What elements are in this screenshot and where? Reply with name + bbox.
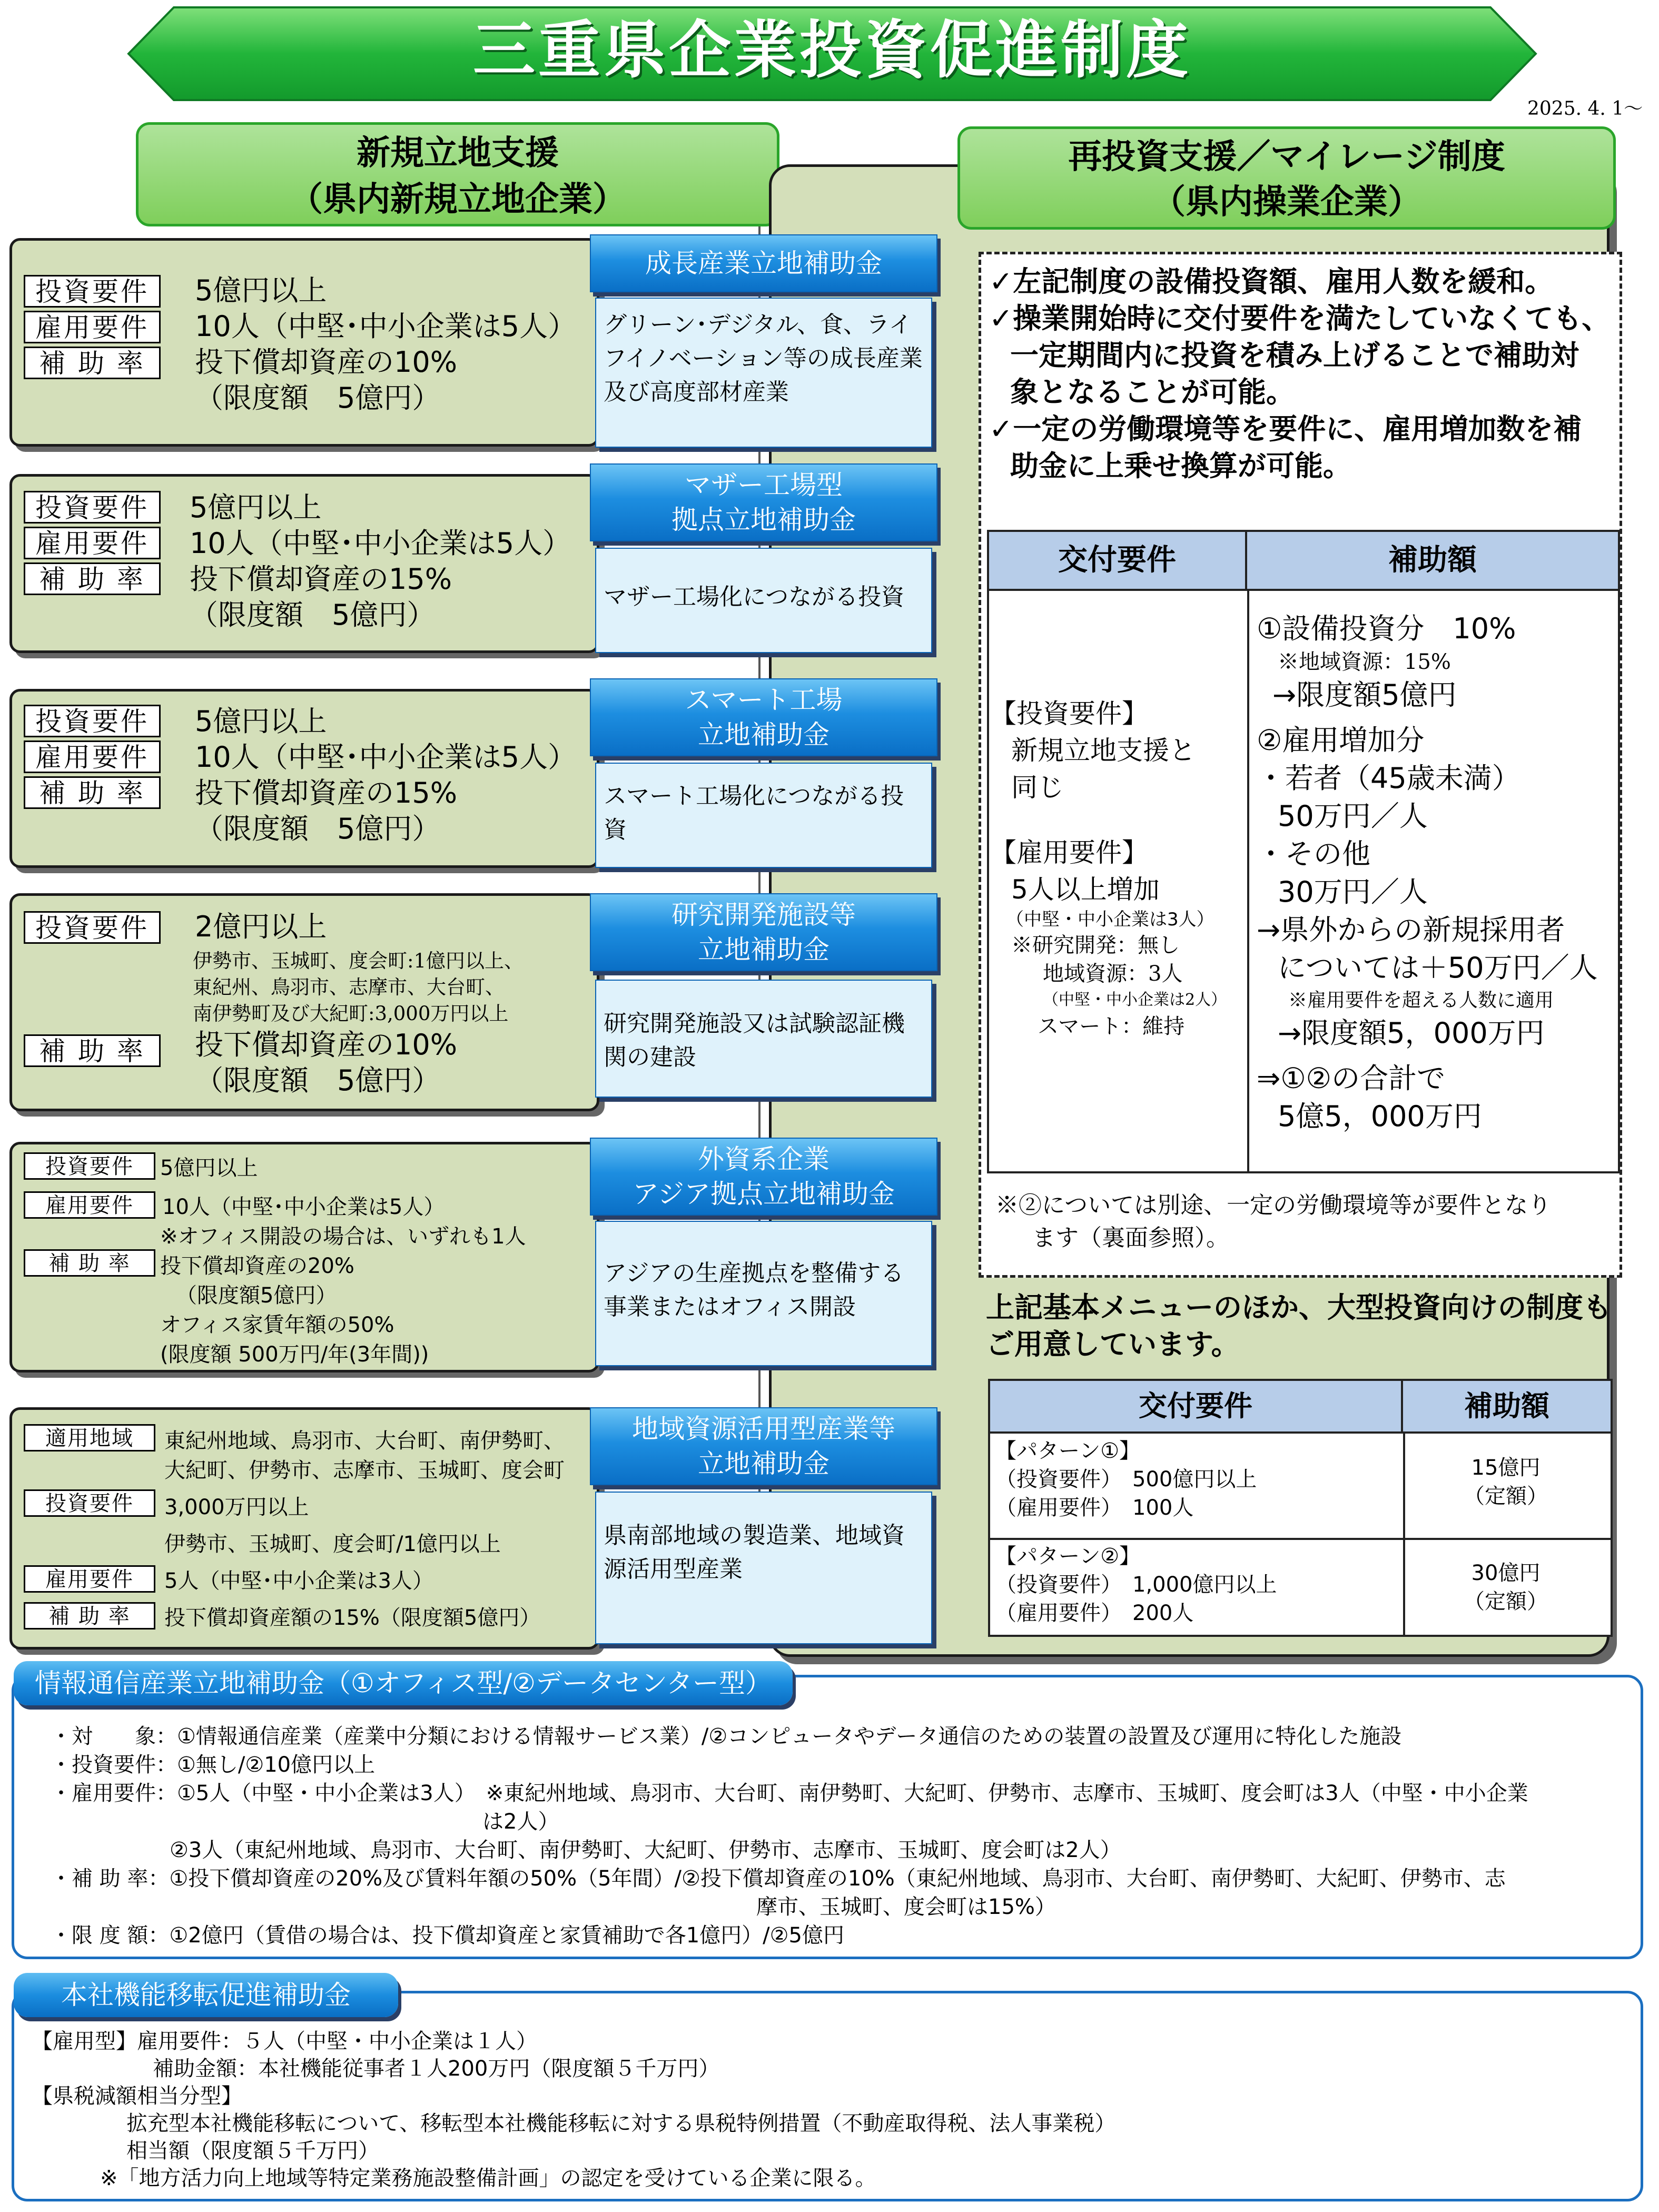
effective-date: 2025. 4. 1～ (1527, 98, 1643, 120)
employ-value: 10人（中堅･中小企業は5人） (195, 740, 577, 774)
label-invest: 投資要件 (24, 1152, 155, 1180)
amt-line: ・若者（45歳未満） (1257, 762, 1520, 795)
ict-line: ・限 度 額：①2億円（賃借の場合は、投下償却資産と家賃補助で各1億円）/②5億円 (51, 1923, 844, 1948)
mileage-req-cell (990, 695, 1243, 1041)
program-desc-text: アジアの生産拠点を整備する事業またはオフィス開設 (604, 1260, 904, 1320)
area-line: 東紀州地域、鳥羽市、大台町、南伊勢町、 (164, 1429, 565, 1453)
program-title-text: 立地補助金 (698, 1448, 829, 1479)
invest-value: 5億円以上 (195, 705, 327, 738)
mileage-footnote (995, 1189, 1617, 1255)
pattern-name: 【パターン①】 (995, 1439, 1141, 1463)
hq-line: 拡充型本社機能移転について、移転型本社機能移転に対する県税特例措置（不動産取得税、法人事業税） (126, 2111, 1116, 2136)
area-line: 大紀町、伊勢市、志摩市、玉城町、度会町 (164, 1458, 565, 1483)
program-desc-text: 研究開発施設又は試験認証機関の建設 (604, 1010, 905, 1071)
pattern-invest: （投資要件） 500億円以上 (995, 1467, 1257, 1492)
program-title-text: 拠点立地補助金 (671, 505, 856, 535)
ict-line: ・雇用要件：①5人（中堅・中小企業は3人） ※東紀州地域、鳥羽市、大台町、南伊勢町、大紀町、伊勢市、志摩市、玉城町、度会町は3人（中堅・中小企業 (51, 1781, 1528, 1805)
amt-line: 50万円／人 (1278, 799, 1428, 833)
footnote-line: ます（裏面参照）。 (1032, 1224, 1229, 1251)
amt-line: →県外からの新規採用者 (1257, 913, 1565, 946)
label-invest: 投資要件 (24, 911, 161, 944)
program-desc-rnd (595, 980, 932, 1098)
limit2-value: (限度額 500万円/年(3年間)) (160, 1342, 429, 1367)
rate-value: 投下償却資産額の15%（限度額5億円） (164, 1606, 541, 1630)
mileage-table-divider (1247, 591, 1249, 1171)
employ-value: 10人（中堅･中小企業は5人） (190, 527, 571, 560)
program-values (195, 273, 576, 416)
req-invest-text: 同じ (1011, 772, 1064, 803)
label-invest: 投資要件 (24, 491, 161, 524)
program-desc-regional (595, 1492, 932, 1644)
amt-note: ※地域資源：15% (1278, 650, 1451, 674)
label-rate: 補 助 率 (24, 347, 161, 379)
program-desc-foreign (595, 1221, 932, 1366)
program-title-text: 外資系企業 (698, 1144, 829, 1174)
rate-value: 投下償却資産の15% (195, 776, 458, 809)
program-title-growth[interactable] (590, 234, 937, 292)
limit-value: （限度額5億円） (176, 1283, 337, 1308)
invest-value: 3,000万円以上 (164, 1495, 309, 1519)
program-title-regional[interactable] (590, 1407, 937, 1485)
check-item: 助金に上乗せ換算が可能。 (1010, 449, 1351, 482)
program-title-rnd[interactable] (590, 893, 937, 971)
pattern-2-amt (1402, 1559, 1609, 1616)
label-rate: 補 助 率 (24, 776, 161, 809)
check-item: 象となることが可能。 (1010, 376, 1295, 409)
program-title-text: 立地補助金 (698, 934, 829, 965)
label-rate: 補 助 率 (24, 1602, 155, 1630)
program-desc-growth (595, 298, 932, 448)
hq-title[interactable]: 本社機能移転促進補助金 (14, 1973, 398, 2017)
label-rate: 補 助 率 (24, 562, 161, 595)
employ-value: 10人（中堅･中小企業は5人） (195, 310, 577, 343)
amt-note: ※雇用要件を超える人数に適用 (1288, 990, 1554, 1011)
pattern-amount-type: （定額） (1464, 1589, 1548, 1614)
mileage-amt-cell (1257, 610, 1615, 1135)
check-item: 一定期間内に投資を積み上げることで補助対 (1010, 339, 1579, 372)
program-desc-text: スマート工場化につながる投資 (604, 783, 904, 843)
rate-value: 投下償却資産の10% (195, 345, 458, 379)
hq-line: 補助金額：本社機能従事者１人200万円（限度額５千万円） (153, 2057, 720, 2081)
check-item: ✓一定の労働環境等を要件に、雇用増加数を補 (989, 412, 1582, 446)
req-employ-note: 地域資源：3人 (1043, 962, 1183, 986)
amt-line: 5億5，000万円 (1278, 1100, 1482, 1133)
amt-line: ①設備投資分 10% (1257, 612, 1516, 645)
req-invest-text: 新規立地支援と (1011, 735, 1196, 766)
employ-value: 10人（中堅･中小企業は5人） (162, 1195, 445, 1219)
label-employ: 雇用要件 (24, 311, 161, 343)
pattern-invest: （投資要件） 1,000億円以上 (995, 1573, 1277, 1597)
large-investment-note (986, 1289, 1618, 1363)
large-table-header-amt: 補助額 (1403, 1381, 1611, 1434)
hq-lines (32, 2028, 1633, 2192)
invest-value: 5億円以上 (190, 491, 322, 524)
program-values (195, 1027, 457, 1099)
req-employ-heading: 【雇用要件】 (990, 837, 1148, 868)
footnote-line: ※②については別途、一定の労働環境等が要件となり (995, 1192, 1552, 1219)
check-list (989, 263, 1611, 485)
program-desc-text: グリーン･デジタル、食、ライフイノベーション等の成長産業及び高度部材産業 (604, 311, 923, 406)
program-desc-smart (595, 763, 932, 868)
pattern-1-req (995, 1437, 1396, 1522)
rate-value: 投下償却資産の20% (160, 1254, 354, 1278)
invest-value: 5億円以上 (195, 274, 327, 307)
invest-value: 2億円以上 (195, 910, 327, 943)
label-employ: 雇用要件 (24, 527, 161, 559)
ict-line: ・投資要件：①無し/②10億円以上 (51, 1753, 376, 1777)
limit-value: （限度額 5億円） (195, 381, 441, 414)
invest-note: 伊勢市、玉城町、度会町/1億円以上 (164, 1532, 501, 1556)
ict-line: 摩市、玉城町、度会町は15%） (756, 1895, 1056, 1919)
right-section-header (957, 126, 1616, 230)
program-title-text: マザー工場型 (685, 470, 843, 500)
amt-line: →限度額5，000万円 (1278, 1016, 1545, 1050)
pattern-1-amt (1402, 1454, 1609, 1510)
mileage-table-header-req: 交付要件 (989, 532, 1247, 591)
label-invest: 投資要件 (24, 275, 161, 308)
employ-note: ※オフィス開設の場合は、いずれも1人 (160, 1224, 526, 1249)
hq-line: ※「地方活力向上地域等特定業務施設整備計画」の認定を受けている企業に限る。 (100, 2166, 876, 2190)
label-invest: 投資要件 (24, 1489, 155, 1517)
hq-line: 【県税減額相当分型】 (32, 2084, 242, 2108)
check-item: ✓操業開始時に交付要件を満たしていなくても、 (989, 302, 1611, 335)
left-header-line1: 新規立地支援 (357, 134, 559, 173)
label-employ: 雇用要件 (24, 1565, 155, 1593)
page-title: 三重県企業投資促進制度 (472, 14, 1191, 86)
req-employ-note: （中堅・中小企業は3人） (1006, 909, 1214, 930)
amt-line: ⇒①②の合計で (1257, 1062, 1446, 1095)
ict-lines (51, 1722, 1636, 1950)
right-header-line2: （県内操業企業） (1152, 183, 1421, 222)
program-desc-text: マザー工場化につながる投資 (604, 584, 905, 610)
left-header-line2: （県内新規立地企業） (289, 180, 626, 219)
employ-value: 5人（中堅･中小企業は3人） (164, 1569, 433, 1593)
limit-value: （限度額 5億円） (195, 812, 441, 845)
rate-value: 投下償却資産の10% (195, 1028, 458, 1061)
ict-line: は2人） (482, 1810, 559, 1834)
large-investment-line: 上記基本メニューのほか、大型投資向けの制度も (986, 1291, 1612, 1324)
pattern-name: 【パターン②】 (995, 1544, 1141, 1568)
pattern-amount: 30億円 (1471, 1561, 1540, 1585)
pattern-amount: 15億円 (1471, 1456, 1540, 1480)
req-invest-heading: 【投資要件】 (990, 698, 1148, 729)
invest-note-line: 伊勢市、玉城町、度会町:1億円以上、 (193, 950, 524, 972)
program-title-mother[interactable] (590, 463, 937, 541)
amt-line: ・その他 (1257, 837, 1370, 871)
req-employ-note: （中堅・中小企業は2人） (1043, 991, 1227, 1009)
program-title-text: 成長産業立地補助金 (645, 248, 882, 279)
invest-note-line: 東紀州、鳥羽市、志摩市、大台町、 (193, 976, 505, 999)
left-section-header (136, 122, 779, 226)
program-title-foreign[interactable] (590, 1138, 937, 1216)
program-title-text: 研究開発施設等 (671, 900, 856, 930)
program-title-text: スマート工場 (685, 685, 843, 715)
ict-line: ・対 象：①情報通信産業（産業中分類における情報サービス業）/②コンピュータやデータ通信のための装置の設置及び運用に特化した施設 (51, 1724, 1402, 1749)
mileage-table-header-amt: 補助額 (1247, 532, 1618, 591)
amt-line: については＋50万円／人 (1278, 951, 1598, 984)
program-values (160, 1153, 526, 1369)
large-investment-line: ご用意しています。 (986, 1328, 1240, 1361)
program-desc-mother (595, 548, 932, 653)
large-table-row-divider (990, 1538, 1611, 1540)
program-desc-text: 県南部地域の製造業、地域資源活用型産業 (604, 1522, 905, 1583)
program-values (190, 490, 571, 633)
rate-value: 投下償却資産の15% (190, 562, 452, 596)
rate2-value: オフィス家賃年額の50% (160, 1313, 394, 1337)
hq-line: 【雇用型】雇用要件：５人（中堅・中小企業は１人） (32, 2029, 537, 2053)
pattern-employ: （雇用要件） 200人 (995, 1601, 1194, 1625)
req-employ-text: 5人以上増加 (1011, 874, 1160, 905)
large-table-header-req: 交付要件 (990, 1381, 1403, 1434)
pattern-amount-type: （定額） (1464, 1484, 1548, 1508)
area-values (164, 1426, 565, 1485)
program-title-text: 立地補助金 (698, 719, 829, 750)
program-values (195, 704, 576, 847)
program-title-text: 地域資源活用型産業等 (632, 1414, 895, 1444)
amt-line: →限度額5億円 (1272, 678, 1457, 712)
check-item: ✓左記制度の設備投資額、雇用人数を緩和。 (989, 265, 1554, 298)
label-employ: 雇用要件 (24, 1191, 155, 1219)
limit-value: （限度額 5億円） (195, 1064, 441, 1097)
req-employ-note: スマート：維持 (1038, 1014, 1185, 1039)
invest-note-line: 南伊勢町及び大紀町:3,000万円以上 (193, 1002, 509, 1025)
invest-value: 5億円以上 (160, 1156, 258, 1180)
ict-line: ・補 助 率：①投下償却資産の20%及び賃料年額の50%（5年間）/②投下償却資産の10%（東紀州地域、鳥羽市、大台町、南伊勢町、大紀町、伊勢市、志 (51, 1867, 1506, 1891)
label-rate: 補 助 率 (24, 1249, 155, 1277)
limit-value: （限度額 5億円） (190, 598, 436, 631)
label-rate: 補 助 率 (24, 1034, 161, 1067)
label-employ: 雇用要件 (24, 740, 161, 773)
hq-line: 相当額（限度額５千万円） (126, 2139, 379, 2163)
pattern-employ: （雇用要件） 100人 (995, 1496, 1194, 1520)
label-invest: 投資要件 (24, 705, 161, 737)
program-title-text: アジア拠点立地補助金 (633, 1179, 895, 1209)
req-employ-note: ※研究開発：無し (1011, 933, 1180, 957)
label-area: 適用地域 (24, 1424, 155, 1451)
invest-note (193, 948, 524, 1027)
right-header-line1: 再投資支援／マイレージ制度 (1068, 137, 1505, 176)
amt-line: ②雇用増加分 (1257, 724, 1425, 757)
program-title-smart[interactable] (590, 678, 937, 756)
ict-line: ②3人（東紀州地域、鳥羽市、大台町、南伊勢町、大紀町、伊勢市、志摩市、玉城町、度会町は2人） (170, 1838, 1121, 1862)
ict-title[interactable]: 情報通信産業立地補助金（①オフィス型/②データセンター型） (14, 1661, 793, 1705)
amt-line: 30万円／人 (1278, 875, 1428, 908)
pattern-2-req (995, 1542, 1396, 1627)
